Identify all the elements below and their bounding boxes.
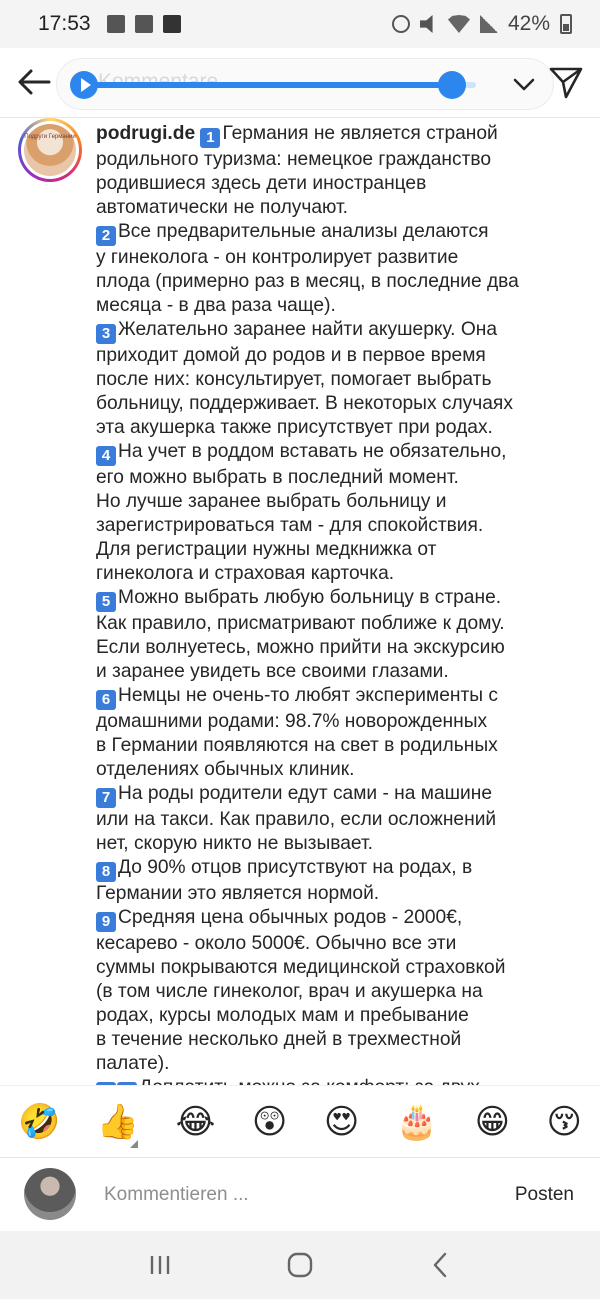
comment-line <box>96 270 566 294</box>
grinning-emoji[interactable]: 😁 <box>474 1101 511 1142</box>
keycap-number-icon: 7 <box>96 788 116 808</box>
comment-line-text: Как правило, присматривают поближе к дому. <box>96 613 505 634</box>
comment-line <box>96 808 566 832</box>
comment-line-text: или на такси. Как правило, если осложнений <box>96 809 497 830</box>
comment-line-text: в течение несколько дней в трехместной <box>96 1029 462 1050</box>
comment-line <box>96 220 566 246</box>
comment-line <box>96 490 566 514</box>
audio-seek-track[interactable] <box>80 82 476 88</box>
comment-line-text: зарегистрироваться там - для спокойствия. <box>96 515 484 536</box>
comment-line <box>96 440 566 466</box>
comment-line <box>96 196 566 220</box>
comment-line-text: (в том числе гинеколог, врач и акушерка на <box>96 981 483 1002</box>
comment-line-text: Желательно заранее найти акушерку. Она <box>118 319 498 340</box>
header <box>0 48 600 118</box>
comment-line-text: и заранее увидеть все своими глазами. <box>96 661 449 682</box>
post-button[interactable]: Posten <box>514 1184 574 1205</box>
comment-line-text: Средняя цена обычных родов - 2000€, <box>118 907 463 928</box>
comment-line <box>96 148 566 172</box>
keycap-number-icon: 8 <box>96 862 116 882</box>
rolling-laughing-emoji[interactable]: 🤣 <box>18 1101 61 1142</box>
avatar-image <box>24 124 76 176</box>
emoji-bar <box>0 1085 600 1157</box>
comment-line <box>96 294 566 318</box>
keycap-number-icon: 4 <box>96 446 116 466</box>
recent-apps-icon[interactable] <box>140 1245 180 1285</box>
comment-line-text: у гинеколога - он контролирует развитие <box>96 247 459 268</box>
battery-icon <box>560 14 572 34</box>
keycap-number-icon: 5 <box>96 592 116 612</box>
keycap-number-icon: 6 <box>96 690 116 710</box>
status-bar <box>0 0 600 48</box>
image-notification-icon <box>107 15 125 33</box>
grid-notification-icon <box>135 15 153 33</box>
comment-line-text: после них: консультирует, помогает выбрать <box>96 369 492 390</box>
comment-line-text: домашними родами: 98.7% новорожденных <box>96 711 488 732</box>
system-nav-bar <box>0 1231 600 1299</box>
birthday-cake-emoji[interactable]: 🎂 <box>395 1101 439 1142</box>
comment-line-text: приходит домой до родов и в первое время <box>96 345 486 366</box>
comment <box>0 118 600 1084</box>
comment-text <box>96 122 566 1102</box>
comment-line <box>96 1028 566 1052</box>
wifi-icon <box>448 15 470 33</box>
play-icon[interactable] <box>70 71 98 99</box>
comment-line <box>96 318 566 344</box>
back-arrow-icon[interactable] <box>14 62 54 102</box>
comment-line <box>96 882 566 906</box>
comment-line-text: Можно выбрать любую больницу в стране. <box>118 587 502 608</box>
mute-icon <box>420 15 438 33</box>
comment-line <box>96 172 566 196</box>
comment-line <box>96 782 566 808</box>
system-back-icon[interactable] <box>420 1245 460 1285</box>
comment-line-text: родившиеся здесь дети иностранцев <box>96 173 427 194</box>
comment-line <box>96 1004 566 1028</box>
comment-line-text: палате). <box>96 1053 170 1074</box>
skin-tone-indicator-icon <box>130 1140 138 1148</box>
avatar-logo-text: Подруги Германии <box>24 134 76 140</box>
comment-line-text: Немцы не очень-то любят эксперименты с <box>118 685 498 706</box>
comment-line-text: кесарево - около 5000€. Обычно все эти <box>96 933 457 954</box>
comment-line <box>96 612 566 636</box>
status-time: 17:53 <box>38 12 91 35</box>
signal-icon <box>480 15 498 33</box>
comment-line <box>96 660 566 684</box>
keycap-number-icon: 2 <box>96 226 116 246</box>
comment-line-text: месяца - в два раза чаще). <box>96 295 336 316</box>
comment-line-text: До 90% отцов присутствуют на родах, в <box>118 857 473 878</box>
comment-line <box>96 246 566 270</box>
status-right <box>392 12 572 36</box>
avatar[interactable] <box>18 118 82 182</box>
comment-line <box>96 466 566 490</box>
comment-line <box>96 586 566 612</box>
astonished-emoji[interactable]: 😲 <box>251 1101 288 1142</box>
comment-line-text: Германия не является страной <box>222 123 498 144</box>
comment-line <box>96 932 566 956</box>
battery-percent: 42% <box>507 12 550 35</box>
comment-line <box>96 734 566 758</box>
keycap-number-icon: 1 <box>200 128 220 148</box>
comment-line-text: нет, скорую никто не вызывает. <box>96 833 373 854</box>
comment-line-text: гинеколога и страховая карточка. <box>96 563 395 584</box>
keycap-number-icon: 3 <box>96 324 116 344</box>
comment-line <box>96 856 566 882</box>
comment-line <box>96 758 566 782</box>
comment-line-text: суммы покрываются медицинской страховкой <box>96 957 506 978</box>
comment-line <box>96 368 566 392</box>
comment-line <box>96 562 566 586</box>
comment-line-text: эта акушерка также присутствует при родах. <box>96 417 493 438</box>
comment-line <box>96 1052 566 1076</box>
kissing-emoji[interactable]: 😚 <box>546 1101 582 1142</box>
comment-line <box>96 710 566 734</box>
comment-line <box>96 832 566 856</box>
comment-line <box>96 122 566 148</box>
notification-icons <box>107 15 181 33</box>
comment-line <box>96 684 566 710</box>
comment-line-text: Германии это является нормой. <box>96 883 380 904</box>
comment-line-text: Но лучше заранее выбрать больницу и <box>96 491 447 512</box>
comment-line <box>96 636 566 660</box>
comment-line-text: Если волнуетесь, можно прийти на экскурсию <box>96 637 505 658</box>
comment-line-text: плода (примерно раз в месяц, в последние два <box>96 271 519 292</box>
comment-line <box>96 392 566 416</box>
comment-line <box>96 416 566 440</box>
comment-line-text: его можно выбрать в последний момент. <box>96 467 459 488</box>
comment-line-text: На учет в роддом вставать не обязательно, <box>118 441 507 462</box>
thumbs-up-emoji[interactable]: 👍 <box>96 1101 140 1142</box>
comment-line-text: На роды родители едут сами - на машине <box>118 783 493 804</box>
alarm-icon <box>392 15 410 33</box>
home-icon[interactable] <box>280 1245 320 1285</box>
user-avatar <box>24 1168 76 1220</box>
comment-line-text: Для регистрации нужны медкнижка от <box>96 539 437 560</box>
comment-line <box>96 514 566 538</box>
chevron-down-icon[interactable] <box>510 70 538 98</box>
tiktok-notification-icon <box>163 15 181 33</box>
tears-of-joy-emoji[interactable]: 😂 <box>175 1101 216 1142</box>
send-icon[interactable] <box>548 64 584 100</box>
heart-eyes-emoji[interactable]: 😍 <box>323 1101 360 1142</box>
comment-input[interactable]: Kommentieren ... <box>104 1184 249 1205</box>
keycap-number-icon: 9 <box>96 912 116 932</box>
comment-line-text: родильного туризма: немецкое гражданство <box>96 149 492 170</box>
comment-line-text: Все предварительные анализы делаются <box>118 221 489 242</box>
comment-composer <box>0 1157 600 1231</box>
comment-line <box>96 956 566 980</box>
comment-username[interactable]: podrugi.de <box>96 123 196 144</box>
comment-line <box>96 344 566 368</box>
comment-line-text: отделениях обычных клиник. <box>96 759 355 780</box>
comment-line-text: автоматически не получают. <box>96 197 348 218</box>
comment-line <box>96 980 566 1004</box>
comment-line-text: в Германии появляются на свет в родильных <box>96 735 498 756</box>
audio-seek-fill <box>80 82 452 88</box>
comment-line <box>96 906 566 932</box>
comment-line <box>96 538 566 562</box>
comment-line-text: больницу, поддерживает. В некоторых случаях <box>96 393 513 414</box>
comment-line-text: родах, курсы молодых мам и пребывание <box>96 1005 469 1026</box>
